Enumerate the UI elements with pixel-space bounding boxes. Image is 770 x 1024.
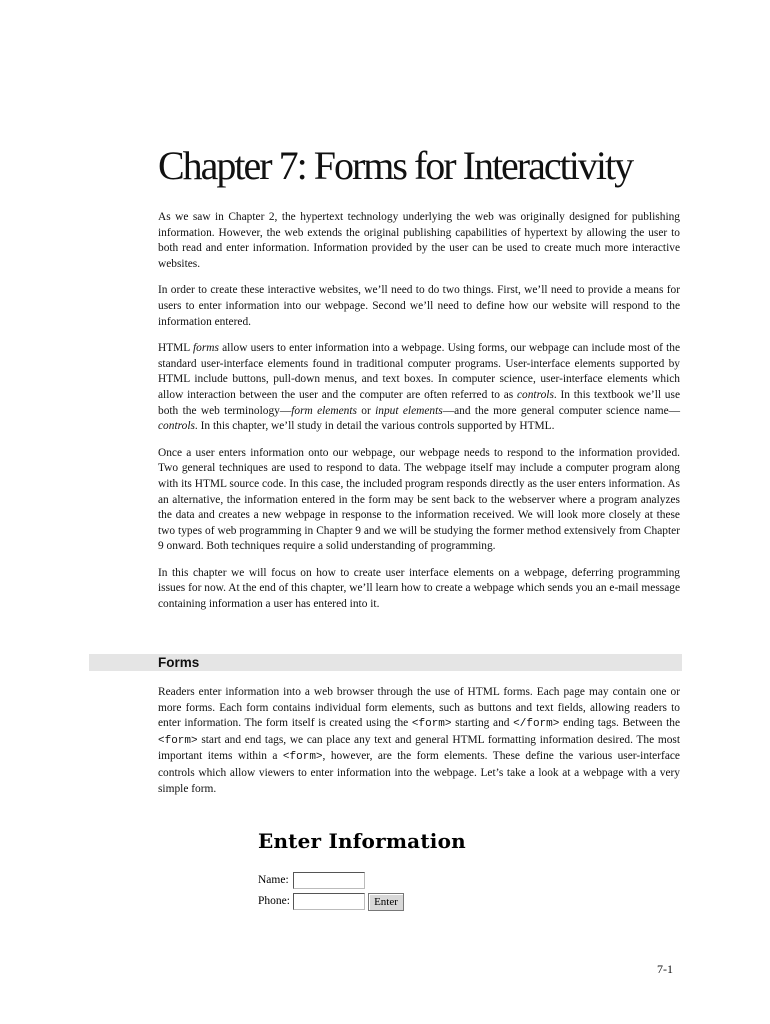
paragraph-text: ending tags. Between the xyxy=(559,717,680,730)
code-text: <form> xyxy=(411,718,452,731)
enter-button[interactable]: Enter xyxy=(368,893,404,911)
body-paragraph xyxy=(158,283,680,330)
paragraph-text: HTML xyxy=(158,342,194,355)
body-paragraph xyxy=(158,685,680,797)
emphasis-text: forms xyxy=(193,342,219,355)
body-paragraph xyxy=(158,210,680,272)
section-title-forms: Forms xyxy=(158,655,200,670)
paragraph-text: As we saw in Chapter 2, the hypertext technology underlying the web was originally designed for publishing information. However, the web extends the original publishing capabilities of hypertext by allowing the user to both read and enter information. Information provided by the user can be used to create much more interactive websites. xyxy=(158,211,680,270)
paragraph-text: . In this textbook we’ll use both the web terminology— xyxy=(158,388,680,417)
forms-section-text xyxy=(158,685,680,797)
body-paragraph xyxy=(158,446,680,555)
phone-field[interactable] xyxy=(293,893,365,910)
paragraph-text: In this chapter we will focus on how to create user interface elements on a webpage, deferring programming issues for now. At the end of this chapter, we’ll learn how to create a webpage which sends you an e-mail message containing information a user has entered into it. xyxy=(158,566,680,611)
body-paragraph xyxy=(158,566,680,613)
chapter-title: Chapter 7: Forms for Interactivity xyxy=(158,143,633,188)
page-number: 7-1 xyxy=(657,962,673,976)
paragraph-text: —and the more general computer science name— xyxy=(442,404,681,417)
body-paragraph xyxy=(158,341,680,435)
emphasis-text: input elements xyxy=(375,404,443,417)
emphasis-text: form elements xyxy=(291,404,357,417)
form-heading: Enter Information xyxy=(258,829,466,853)
paragraph-text: , however, are the form elements. These define the various user-interface controls which allow viewers to enter information into the webpage. Let’s take a look at a webpage with a very simple form. xyxy=(158,750,680,795)
paragraph-text: start and end tags, we can place any text and general HTML formatting information desired. The most important items within a xyxy=(158,733,680,763)
emphasis-text: controls xyxy=(158,420,195,433)
phone-label: Phone: xyxy=(258,895,290,907)
paragraph-text: Readers enter information into a web browser through the use of HTML forms. Each page may contain one or more forms. Each form contains individual form elements, such as buttons and text fields, allowing readers to enter information. The form itself is created using the xyxy=(158,686,680,730)
paragraph-text: In order to create these interactive websites, we’ll need to do two things. First, we’ll need to provide a means for users to enter information into our webpage. Second we’ll need to define how our website will respond to the information entered. xyxy=(158,284,680,328)
paragraph-text: allow users to enter information into a webpage. Using forms, our webpage can include most of the standard user-interface elements found in traditional computer programs. User-interface elements supported by HTML include buttons, pull-down menus, and text boxes. In computer science, user-interface elements which allow interaction between the user and the computer are often referred to as xyxy=(158,342,680,401)
paragraph-text: starting and xyxy=(451,717,514,730)
code-text: <form> xyxy=(282,751,323,764)
intro-text xyxy=(158,210,680,613)
code-text: </form> xyxy=(513,718,560,731)
emphasis-text: controls xyxy=(516,388,554,401)
name-label: Name: xyxy=(258,874,289,886)
example-form xyxy=(258,828,518,918)
name-field[interactable] xyxy=(293,872,365,889)
code-text: <form> xyxy=(158,734,198,747)
paragraph-text: Once a user enters information onto our webpage, our webpage needs to respond to the information provided. Two general techniques are used to respond to data. The webpage itself may include a computer program along with its HTML source code. In this case, the included program responds directly as the user enters information. As an alternative, the information entered in the form may be sent back to the webserver where a program analyzes the data and creates a new webpage in response to the information received. We will look more closely at these two types of web programming in Chapter 9 and we will be studying the former method extensively from Chapter 9 onward. Both techniques require a solid understanding of programming. xyxy=(158,446,680,553)
paragraph-text: or xyxy=(356,404,376,417)
paragraph-text: . In this chapter, we’ll study in detail the various controls supported by HTML. xyxy=(194,420,555,433)
